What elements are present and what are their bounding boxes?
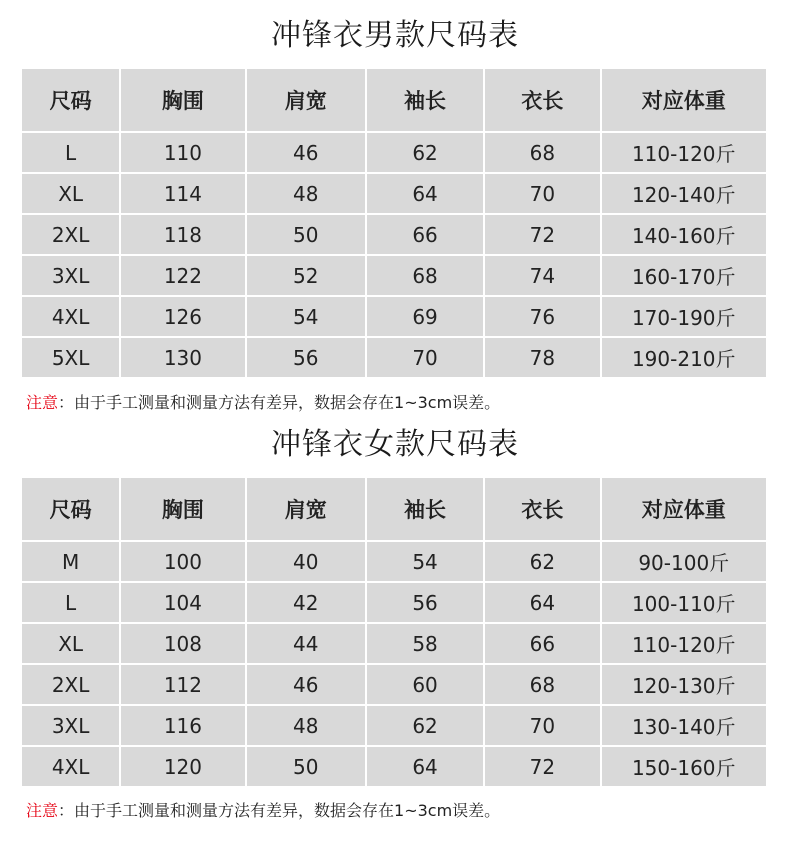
cell-sleeve: 70 [367,338,483,377]
header-length: 衣长 [485,478,599,540]
cell-length: 72 [485,747,599,786]
cell-chest: 112 [121,665,244,704]
cell-chest: 116 [121,706,244,745]
men-size-table [20,67,768,379]
cell-length: 68 [485,665,599,704]
cell-size: 4XL [22,747,119,786]
cell-size: 3XL [22,706,119,745]
cell-weight: 190-210斤 [602,338,767,377]
header-chest: 胸围 [121,478,244,540]
cell-shoulder: 50 [247,747,365,786]
header-chest: 胸围 [121,69,244,131]
table-row [22,174,766,213]
cell-size: XL [22,624,119,663]
cell-sleeve: 69 [367,297,483,336]
cell-sleeve: 62 [367,133,483,172]
women-size-chart-title: 冲锋衣女款尺码表 [271,427,519,462]
cell-size: L [22,133,119,172]
table-row [22,256,766,295]
cell-length: 70 [485,174,599,213]
note-label: 注意 [26,801,59,820]
header-sleeve: 袖长 [367,478,483,540]
note-text: ：由于手工测量和测量方法有差异，数据会存在1~3cm误差。 [58,801,501,820]
cell-shoulder: 46 [247,133,365,172]
cell-weight: 100-110斤 [602,583,767,622]
cell-weight: 150-160斤 [602,747,767,786]
cell-chest: 118 [121,215,244,254]
men-measurement-note [26,392,500,414]
cell-sleeve: 68 [367,256,483,295]
table-row [22,624,766,663]
cell-sleeve: 58 [367,624,483,663]
cell-size: 2XL [22,215,119,254]
table-row [22,747,766,786]
cell-chest: 100 [121,542,244,581]
cell-chest: 110 [121,133,244,172]
cell-chest: 122 [121,256,244,295]
header-size: 尺码 [22,478,119,540]
table-row [22,297,766,336]
cell-shoulder: 44 [247,624,365,663]
cell-shoulder: 46 [247,665,365,704]
note-text: ：由于手工测量和测量方法有差异，数据会存在1~3cm误差。 [58,393,501,412]
header-weight: 对应体重 [602,69,767,131]
cell-size: 2XL [22,665,119,704]
cell-size: M [22,542,119,581]
cell-weight: 120-130斤 [602,665,767,704]
cell-sleeve: 54 [367,542,483,581]
cell-shoulder: 40 [247,542,365,581]
cell-length: 70 [485,706,599,745]
header-shoulder: 肩宽 [247,69,365,131]
table-row [22,542,766,581]
cell-chest: 130 [121,338,244,377]
table-row [22,665,766,704]
table-row [22,215,766,254]
cell-length: 68 [485,133,599,172]
table-row [22,338,766,377]
women-size-table [20,476,768,788]
cell-shoulder: 42 [247,583,365,622]
men-size-chart-title: 冲锋衣男款尺码表 [271,18,519,53]
header-length: 衣长 [485,69,599,131]
header-sleeve: 袖长 [367,69,483,131]
cell-sleeve: 60 [367,665,483,704]
cell-length: 66 [485,624,599,663]
header-weight: 对应体重 [602,478,767,540]
cell-size: 4XL [22,297,119,336]
table-header-row [22,478,766,540]
cell-sleeve: 62 [367,706,483,745]
cell-size: 3XL [22,256,119,295]
cell-length: 72 [485,215,599,254]
cell-length: 62 [485,542,599,581]
cell-weight: 90-100斤 [602,542,767,581]
cell-weight: 130-140斤 [602,706,767,745]
cell-shoulder: 56 [247,338,365,377]
cell-size: 5XL [22,338,119,377]
table-header-row [22,69,766,131]
cell-length: 78 [485,338,599,377]
cell-weight: 120-140斤 [602,174,767,213]
cell-weight: 170-190斤 [602,297,767,336]
cell-chest: 114 [121,174,244,213]
cell-length: 74 [485,256,599,295]
cell-shoulder: 48 [247,706,365,745]
cell-chest: 120 [121,747,244,786]
cell-sleeve: 64 [367,174,483,213]
cell-shoulder: 50 [247,215,365,254]
cell-sleeve: 56 [367,583,483,622]
cell-shoulder: 48 [247,174,365,213]
cell-size: XL [22,174,119,213]
header-size: 尺码 [22,69,119,131]
cell-shoulder: 54 [247,297,365,336]
header-shoulder: 肩宽 [247,478,365,540]
cell-size: L [22,583,119,622]
women-measurement-note [26,800,500,822]
cell-length: 76 [485,297,599,336]
cell-sleeve: 64 [367,747,483,786]
cell-chest: 104 [121,583,244,622]
cell-length: 64 [485,583,599,622]
cell-chest: 108 [121,624,244,663]
table-row [22,583,766,622]
cell-sleeve: 66 [367,215,483,254]
cell-shoulder: 52 [247,256,365,295]
table-row [22,133,766,172]
cell-weight: 160-170斤 [602,256,767,295]
cell-weight: 110-120斤 [602,624,767,663]
cell-weight: 140-160斤 [602,215,767,254]
cell-chest: 126 [121,297,244,336]
table-row [22,706,766,745]
note-label: 注意 [26,393,59,412]
cell-weight: 110-120斤 [602,133,767,172]
